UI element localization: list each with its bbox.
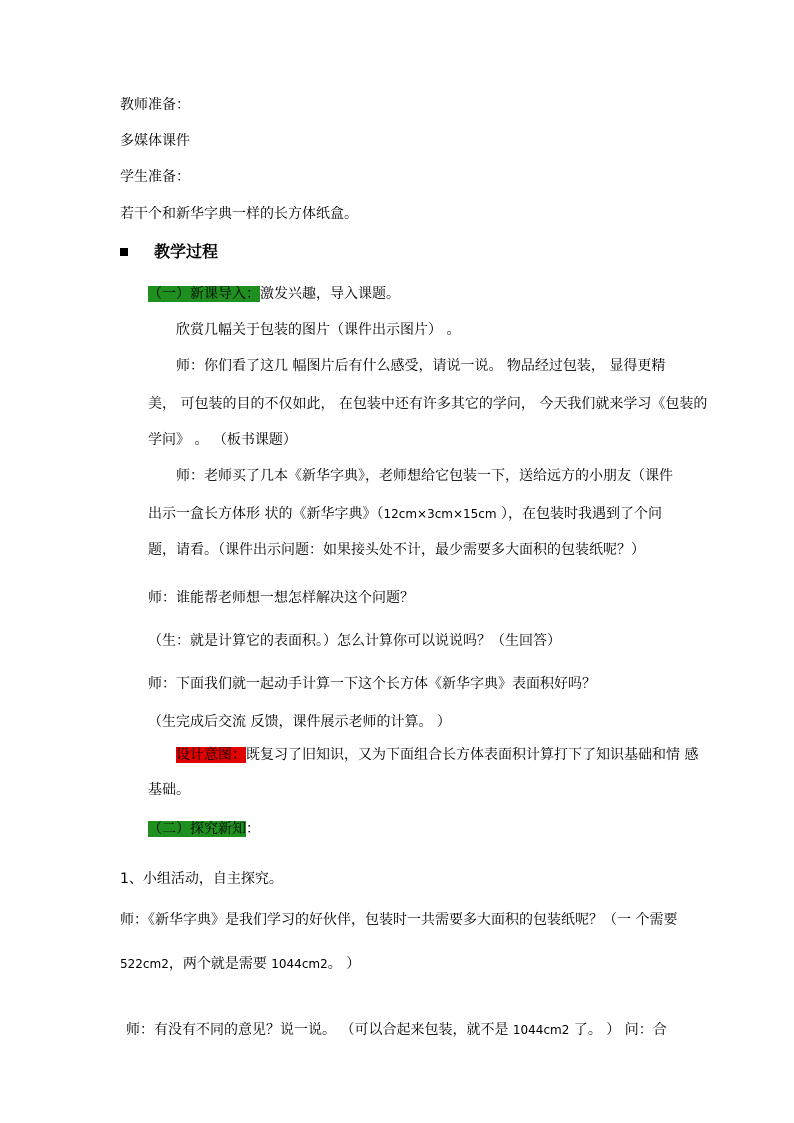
part2-step3a: 师：有没有不同的意见？说一说。 （可以合起来包装，就不是 [126,1022,513,1038]
square-bullet-icon [120,248,128,256]
design-intent-text: 既复习了旧知识，又为下面组合长方体表面积计算打下了知识基础和情 感 [246,747,699,763]
part1-p3-line3: 题，请看。（课件出示问题：如果接头处不计，最少需要多大面积的包装纸呢？） [148,542,645,558]
part2-step3 [126,1021,667,1039]
part1-p2-line1: 师：你们看了这几 幅图片后有什么感受，请说一说。 物品经过包装， 显得更精 [176,358,666,374]
part2-step2-mid: ，两个就是需要 [168,956,272,972]
section-heading-text: 教学过程 [154,242,219,261]
part1-p3-line2 [148,505,662,523]
teacher-prep-label: 教师准备： [120,97,190,113]
question-3: 师：下面我们就一起动手计算一下这个长方体《新华字典》表面积好吗？ [148,676,596,692]
part1-p1: 欣赏几幅关于包装的图片（课件出示图片） 。 [176,322,461,338]
part2-step1: 1、小组活动，自主探究。 [120,871,283,887]
question-1: 师：谁能帮老师想一想怎样解决这个问题？ [148,590,414,606]
part2-heading [148,820,260,838]
part2-tag-rest: ： [246,821,260,837]
design-intent [176,746,698,764]
part1-tag-rest: 激发兴趣，导入课题。 [260,286,400,302]
teacher-prep-value: 多媒体课件 [120,133,190,149]
part2-step2-end: 。 ） [327,956,361,972]
part1-p3-line2b: ），在包装时我遇到了个问 [496,506,663,522]
part2-step2-line2 [120,955,360,973]
question-2: （生：就是计算它的表面积。）怎么计算你可以说说吗？（生回答） [148,633,561,649]
student-prep-value: 若干个和新华字典一样的长方体纸盒。 [120,206,358,222]
section-heading [120,242,218,262]
part2-step2-line1: 师：《新华字典》是我们学习的好伙伴，包装时一共需要多大面积的包装纸呢？（一 个需要 [120,912,678,928]
part1-heading [148,285,400,303]
design-intent-text-2: 基础。 [148,782,190,798]
part2-tag: （二）探究新知 [148,821,246,837]
area-one: 522cm2 [120,957,169,971]
question-4: （生完成后交流 反馈，课件展示老师的计算。 ） [148,714,451,730]
area-total: 1044cm2 [512,1023,570,1037]
part1-tag: （一）新课导入： [148,286,260,302]
part1-p3-line2a: 出示一盒长方体形 状的《新华字典》（ [148,506,384,522]
part1-p3-line1: 师：老师买了几本《新华字典》，老师想给它包装一下，送给远方的小朋友（课件 [176,468,673,484]
part2-step3c: 了。 ） 问：合 [569,1022,667,1038]
part1-p2-line2: 美， 可包装的目的不仅如此， 在包装中还有许多其它的学问， 今天我们就来学习《包装的 [148,396,708,412]
dims-text: 12cm×3cm×15cm [383,507,497,521]
part1-p2-line3: 学问》 。 （板书课题） [148,432,297,448]
student-prep-label: 学生准备： [120,169,190,185]
area-two: 1044cm2 [271,957,328,971]
design-intent-tag: 设计意图： [176,747,246,763]
